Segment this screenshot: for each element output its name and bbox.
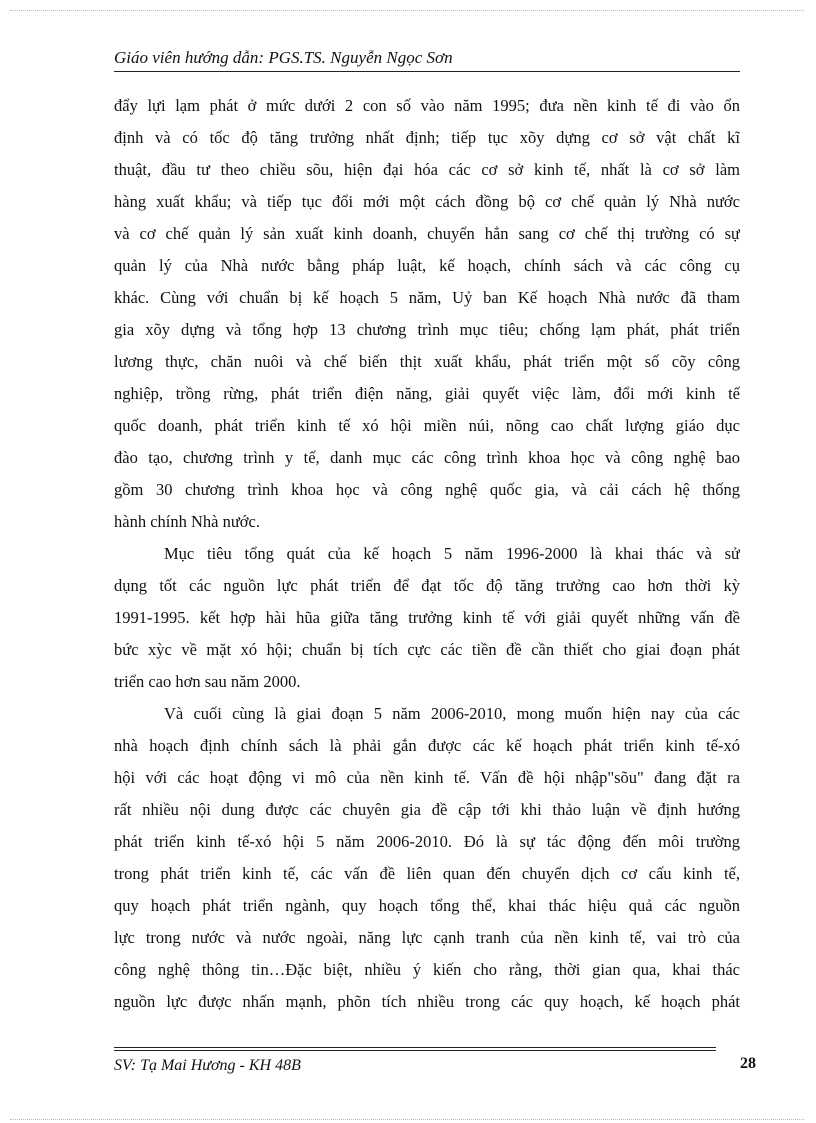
footer-rule xyxy=(114,1050,716,1051)
text-line: và cơ chế quản lý sản xuất kinh doanh, chuyển hẳn sang cơ chế thị trường có sự xyxy=(114,224,740,243)
text-line: 1991-1995. kết hợp hài hũa giữa tăng trưởng kinh tế với giải quyết những vấn đề xyxy=(114,608,740,627)
footer-student: SV: Tạ Mai Hương - KH 48B xyxy=(114,1057,301,1074)
text-line: bức xỳc về mặt xó hội; chuẩn bị tích cực các tiền đề cần thiết cho giai đoạn phát xyxy=(114,640,740,659)
text-line: rất nhiều nội dung được các chuyên gia đề cập tới khi thảo luận về định hướng xyxy=(114,800,740,819)
text-line: lực trong nước và nước ngoài, năng lực cạnh tranh của nền kinh tế, vai trò của xyxy=(114,928,740,947)
text-line: đào tạo, chương trình y tế, danh mục các công trình khoa học và công nghệ bao xyxy=(114,448,740,467)
text-line: gồm 30 chương trình khoa học và công nghệ quốc gia, và cải cách hệ thống xyxy=(114,480,740,499)
text-line: hội với các hoạt động vi mô của nền kinh tế. Vấn đề hội nhập"sõu" đang đặt ra xyxy=(114,768,740,787)
text-line: quản lý của Nhà nước bằng pháp luật, kế hoạch, chính sách và các công cụ xyxy=(114,256,740,275)
text-line: phát triển kinh tế-xó hội 5 năm 2006-2010. Đó là sự tác động đến môi trường xyxy=(114,832,740,851)
footer-rule xyxy=(114,1047,716,1048)
text-line: dụng tốt các nguồn lực phát triển để đạt tốc độ tăng trưởng cao hơn thời kỳ xyxy=(114,576,740,595)
body-text xyxy=(114,90,740,1018)
text-line: lương thực, chăn nuôi và chế biến thịt xuất khẩu, phát triển một số cõy công xyxy=(114,352,740,371)
page-border-bottom xyxy=(10,1119,804,1120)
text-line: triển cao hơn sau năm 2000. xyxy=(114,672,301,691)
text-line: nghiệp, trồng rừng, phát triển điện năng, giải quyết việc làm, đổi mới kinh tế xyxy=(114,384,740,403)
text-line: nguồn lực được nhấn mạnh, phõn tích nhiều trong các quy hoạch, kế hoạch phát xyxy=(114,992,740,1011)
text-line: hàng xuất khẩu; và tiếp tục đổi mới một cách đồng bộ cơ chế quản lý Nhà nước xyxy=(114,192,740,211)
text-line: Và cuối cùng là giai đoạn 5 năm 2006-2010, mong muốn hiện nay của các xyxy=(164,704,740,723)
text-line: quy hoạch phát triển ngành, quy hoạch tổng thể, khai thác hiệu quả các nguồn xyxy=(114,896,740,915)
text-line: đẩy lựi lạm phát ở mức dưới 2 con số vào năm 1995; đưa nền kinh tế đi vào ổn xyxy=(114,96,740,115)
text-line: gia xõy dựng và tổng hợp 13 chương trình mục tiêu; chống lạm phát, phát triển xyxy=(114,320,740,339)
text-line: quốc doanh, phát triển kinh tế xó hội miền núi, nõng cao chất lượng giáo dục xyxy=(114,416,740,435)
text-line: trong phát triển kinh tế, các vấn đề liên quan đến chuyển dịch cơ cấu kinh tế, xyxy=(114,864,740,883)
text-line: nhà hoạch định chính sách là phải gắn được các kế hoạch phát triển kinh tế-xó xyxy=(114,736,740,755)
page-header: Giáo viên hướng dẫn: PGS.TS. Nguyễn Ngọc Sơn xyxy=(114,46,740,72)
text-line: Mục tiêu tổng quát của kế hoạch 5 năm 1996-2000 là khai thác và sử xyxy=(164,544,740,563)
text-line: hành chính Nhà nước. xyxy=(114,512,260,531)
page-number: 28 xyxy=(740,1055,756,1072)
text-line: công nghệ thông tin…Đặc biệt, nhiều ý kiến cho rằng, thời gian qua, khai thác xyxy=(114,960,740,979)
text-line: khác. Cùng với chuẩn bị kế hoạch 5 năm, Uỷ ban Kế hoạch Nhà nước đã tham xyxy=(114,288,740,307)
text-line: thuật, đầu tư theo chiều sõu, hiện đại hóa các cơ sở kinh tế, nhất là cơ sở làm xyxy=(114,160,740,179)
text-line: định và có tốc độ tăng trưởng nhất định; tiếp tục xõy dựng cơ sở vật chất kĩ xyxy=(114,128,740,147)
